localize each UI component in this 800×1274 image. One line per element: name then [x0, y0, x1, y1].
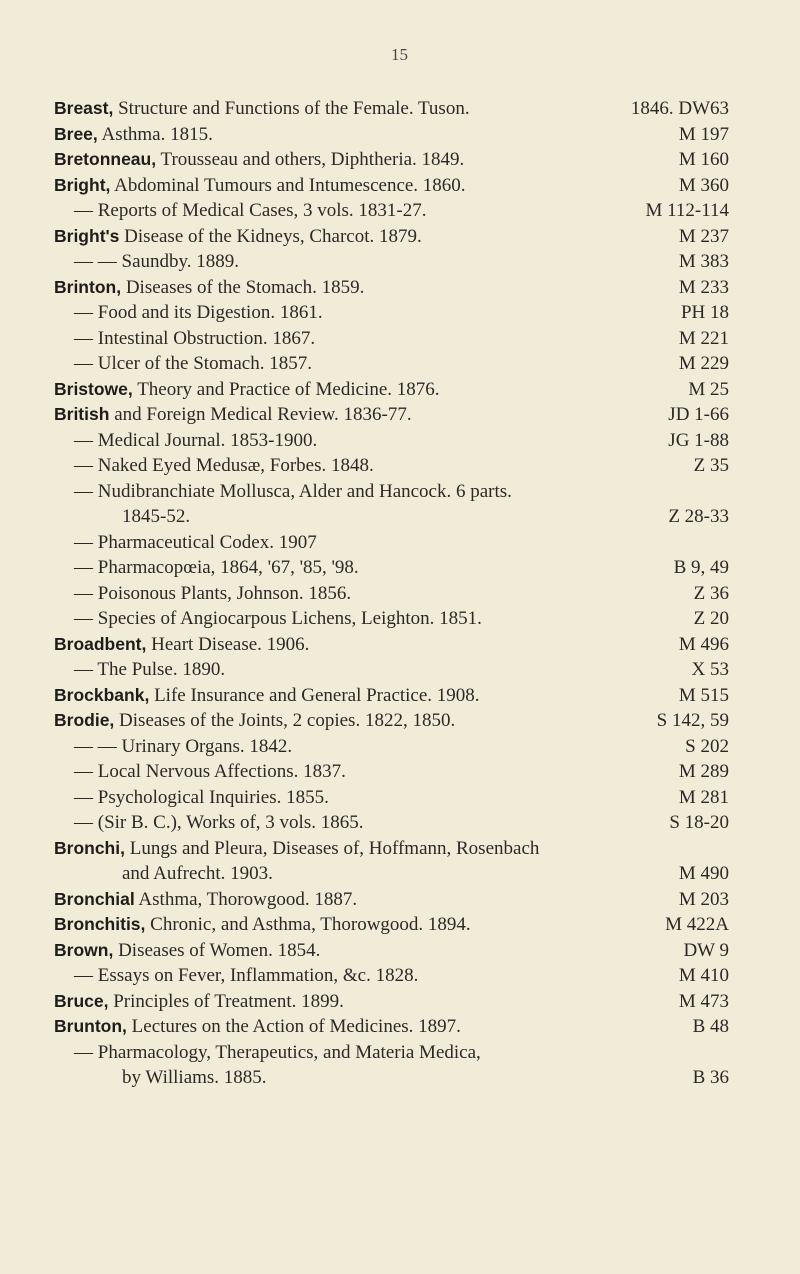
entry-description: Asthma. 1815. — [97, 123, 213, 145]
entry-text-line — [54, 989, 344, 1015]
entry-heading: Bright's — [54, 225, 120, 246]
catalogue-entries — [0, 96, 800, 1091]
entry-description: — Nudibranchiate Mollusca, Alder and Hancock. 6 parts. — [74, 480, 512, 502]
entry-text-line — [74, 657, 225, 683]
catalogue-entry — [0, 1014, 800, 1040]
catalogue-entry — [0, 249, 800, 275]
shelf-reference: M 197 — [678, 123, 729, 145]
entry-heading: Bright, — [54, 174, 111, 195]
entry-heading: Bronchial — [54, 888, 135, 909]
shelf-reference: X 53 — [691, 659, 729, 680]
shelf-reference: B 9, 49 — [673, 557, 729, 578]
entry-description: and Foreign Medical Review. 1836-77. — [109, 404, 412, 425]
entry-heading: Bronchi, — [54, 837, 125, 858]
page-number: 15 — [391, 45, 408, 64]
entry-text-line — [54, 708, 455, 734]
entry-text-line — [122, 504, 190, 530]
entry-description: Lungs and Pleura, Diseases of, Hoffmann, Rosenbach — [124, 837, 540, 859]
entry-heading: Brown, — [54, 939, 114, 960]
catalogue-entry — [0, 453, 800, 479]
entry-text-line — [74, 1040, 481, 1066]
entry-text-line — [74, 249, 239, 275]
shelf-reference: M 237 — [678, 225, 729, 247]
entry-heading: Bretonneau, — [54, 149, 157, 169]
entry-description: Diseases of the Joints, 2 copies. 1822, 1850. — [114, 710, 456, 731]
entry-text-line — [74, 810, 363, 836]
entry-description: — Naked Eyed Medusæ, Forbes. 1848. — [74, 455, 374, 476]
entry-description: Disease of the Kidneys, Charcot. 1879. — [119, 225, 422, 247]
entry-description: Trousseau and others, Diphtheria. 1849. — [156, 149, 465, 170]
catalogue-entry — [0, 989, 800, 1015]
entry-text-line — [74, 198, 427, 224]
shelf-reference: PH 18 — [680, 302, 729, 323]
shelf-reference: M 221 — [678, 327, 729, 349]
entry-text-line — [74, 759, 346, 785]
entry-description: 1845-52. — [122, 506, 191, 527]
entry-description: — Medical Journal. 1853-1900. — [74, 429, 318, 451]
catalogue-entry — [0, 300, 800, 326]
entry-description: — Pharmacology, Therapeutics, and Materia Medica, — [74, 1041, 481, 1063]
entry-text-line — [74, 555, 359, 581]
entry-description: Heart Disease. 1906. — [146, 633, 310, 655]
shelf-reference: M 233 — [678, 276, 729, 298]
catalogue-entry — [0, 708, 800, 734]
catalogue-entry — [0, 198, 800, 224]
entry-description: Diseases of the Stomach. 1859. — [121, 276, 365, 298]
catalogue-entry — [0, 606, 800, 632]
catalogue-entry — [0, 759, 800, 785]
entry-text-line — [74, 479, 512, 505]
catalogue-entry — [0, 224, 800, 250]
entry-heading: Brodie, — [54, 710, 115, 730]
entry-text-line — [54, 173, 466, 199]
shelf-reference: 1846. DW63 — [630, 98, 729, 119]
entry-description: — Essays on Fever, Inflammation, &c. 1828. — [74, 965, 419, 986]
entry-text-line — [54, 147, 464, 173]
entry-description: — The Pulse. 1890. — [74, 659, 226, 680]
shelf-reference: M 515 — [678, 684, 729, 706]
catalogue-entry — [0, 275, 800, 301]
shelf-reference: M 25 — [688, 378, 729, 400]
catalogue-entry — [0, 810, 800, 836]
catalogue-entry — [0, 734, 800, 760]
entry-text-line — [122, 861, 273, 887]
entry-text-line — [74, 963, 418, 989]
entry-description: Principles of Treatment. 1899. — [108, 990, 344, 1012]
shelf-reference: Z 28-33 — [668, 506, 729, 527]
shelf-reference: M 496 — [678, 633, 729, 655]
entry-heading: Broadbent, — [54, 633, 147, 654]
entry-text-line — [74, 734, 292, 760]
entry-text-line — [74, 326, 315, 352]
entry-description: — Poisonous Plants, Johnson. 1856. — [74, 582, 352, 604]
catalogue-entry — [0, 147, 800, 173]
entry-description: Chronic, and Asthma, Thorowgood. 1894. — [145, 914, 471, 935]
shelf-reference: M 490 — [678, 863, 729, 884]
shelf-reference: B 36 — [692, 1067, 729, 1088]
shelf-reference: S 18-20 — [669, 812, 729, 833]
entry-text-line — [54, 377, 440, 403]
catalogue-entry — [0, 1040, 800, 1066]
shelf-reference: M 360 — [678, 174, 729, 196]
catalogue-entry — [0, 351, 800, 377]
shelf-reference: JG 1-88 — [668, 429, 729, 451]
entry-text-line — [74, 606, 482, 632]
entry-description: Lectures on the Action of Medicines. 1897. — [126, 1016, 461, 1037]
entry-description: — Local Nervous Affections. 1837. — [74, 761, 346, 782]
shelf-reference: S 202 — [685, 735, 729, 757]
entry-text-line — [54, 1014, 461, 1040]
entry-description: Life Insurance and General Practice. 1908. — [149, 684, 480, 706]
entry-description: Diseases of Women. 1854. — [113, 939, 321, 961]
shelf-reference: M 422A — [665, 914, 729, 935]
shelf-reference: Z 35 — [693, 455, 729, 476]
entry-heading: British — [54, 404, 110, 424]
catalogue-entry — [0, 555, 800, 581]
catalogue-entry — [0, 530, 800, 556]
entry-description: and Aufrecht. 1903. — [122, 863, 273, 884]
entry-description: Asthma, Thorowgood. 1887. — [134, 888, 358, 910]
shelf-reference: M 160 — [678, 149, 729, 170]
entry-description: by Williams. 1885. — [122, 1067, 267, 1088]
entry-description: — Ulcer of the Stomach. 1857. — [74, 353, 312, 374]
catalogue-entry — [0, 96, 800, 122]
entry-description: — — Urinary Organs. 1842. — [74, 735, 293, 757]
entry-text-line — [74, 530, 317, 556]
shelf-reference: M 281 — [678, 786, 729, 808]
entry-description: Theory and Practice of Medicine. 1876. — [132, 378, 440, 400]
entry-text-line — [54, 632, 309, 658]
entry-text-line — [74, 428, 317, 454]
entry-text-line — [54, 402, 412, 428]
catalogue-entry — [0, 938, 800, 964]
shelf-reference: Z 36 — [693, 582, 729, 604]
shelf-reference: M 410 — [678, 965, 729, 986]
catalogue-entry — [0, 963, 800, 989]
catalogue-entry — [0, 1065, 800, 1091]
entry-description: — — Saundby. 1889. — [74, 251, 240, 272]
entry-text-line — [54, 912, 471, 938]
shelf-reference: M 112-114 — [645, 200, 729, 221]
entry-description: — Intestinal Obstruction. 1867. — [74, 327, 316, 349]
entry-heading: Bristowe, — [54, 378, 133, 399]
shelf-reference: DW 9 — [683, 939, 729, 961]
catalogue-entry — [0, 632, 800, 658]
entry-text-line — [54, 836, 539, 862]
entry-text-line — [74, 351, 312, 377]
catalogue-entry — [0, 326, 800, 352]
entry-text-line — [74, 785, 329, 811]
entry-text-line — [74, 581, 351, 607]
entry-heading: Brunton, — [54, 1016, 127, 1036]
catalogue-entry — [0, 428, 800, 454]
catalogue-entry — [0, 861, 800, 887]
catalogue-entry — [0, 479, 800, 505]
entry-text-line — [74, 300, 323, 326]
shelf-reference: M 203 — [678, 888, 729, 910]
catalogue-entry — [0, 504, 800, 530]
shelf-reference: M 383 — [678, 251, 729, 272]
catalogue-entry — [0, 402, 800, 428]
shelf-reference: JD 1-66 — [668, 404, 729, 425]
entry-text-line — [54, 122, 213, 148]
entry-text-line — [54, 683, 480, 709]
entry-text-line — [122, 1065, 267, 1091]
entry-description: — Pharmaceutical Codex. 1907 — [74, 531, 317, 553]
entry-description: — Pharmacopœia, 1864, '67, '85, '98. — [74, 557, 359, 578]
catalogue-entry — [0, 836, 800, 862]
entry-heading: Bree, — [54, 123, 98, 144]
catalogue-entry — [0, 377, 800, 403]
entry-heading: Brockbank, — [54, 684, 150, 705]
entry-description: — (Sir B. C.), Works of, 3 vols. 1865. — [74, 812, 364, 833]
entry-description: — Psychological Inquiries. 1855. — [74, 786, 329, 808]
entry-text-line — [54, 224, 422, 250]
shelf-reference: M 473 — [678, 990, 729, 1012]
catalogue-entry — [0, 122, 800, 148]
catalogue-entry — [0, 173, 800, 199]
entry-text-line — [54, 887, 357, 913]
entry-text-line — [54, 275, 364, 301]
entry-heading: Bruce, — [54, 990, 109, 1011]
entry-heading: Breast, — [54, 98, 114, 118]
entry-description: — Species of Angiocarpous Lichens, Leighton. 1851. — [74, 608, 482, 629]
shelf-reference: B 48 — [692, 1016, 729, 1037]
catalogue-entry — [0, 785, 800, 811]
entry-description: — Food and its Digestion. 1861. — [74, 302, 323, 323]
entry-description: Abdominal Tumours and Intumescence. 1860. — [110, 174, 466, 196]
catalogue-entry — [0, 912, 800, 938]
entry-description: Structure and Functions of the Female. Tuson. — [113, 98, 470, 119]
shelf-reference: S 142, 59 — [656, 710, 729, 731]
catalogue-entry — [0, 887, 800, 913]
entry-description: — Reports of Medical Cases, 3 vols. 1831-27. — [74, 200, 427, 221]
entry-heading: Brinton, — [54, 276, 122, 297]
catalogue-entry — [0, 683, 800, 709]
entry-heading: Bronchitis, — [54, 914, 146, 934]
entry-text-line — [74, 453, 374, 479]
entry-text-line — [54, 96, 470, 122]
catalogue-entry — [0, 581, 800, 607]
catalogue-entry — [0, 657, 800, 683]
shelf-reference: M 289 — [678, 761, 729, 782]
entry-text-line — [54, 938, 320, 964]
shelf-reference: M 229 — [678, 353, 729, 374]
shelf-reference: Z 20 — [693, 608, 729, 629]
